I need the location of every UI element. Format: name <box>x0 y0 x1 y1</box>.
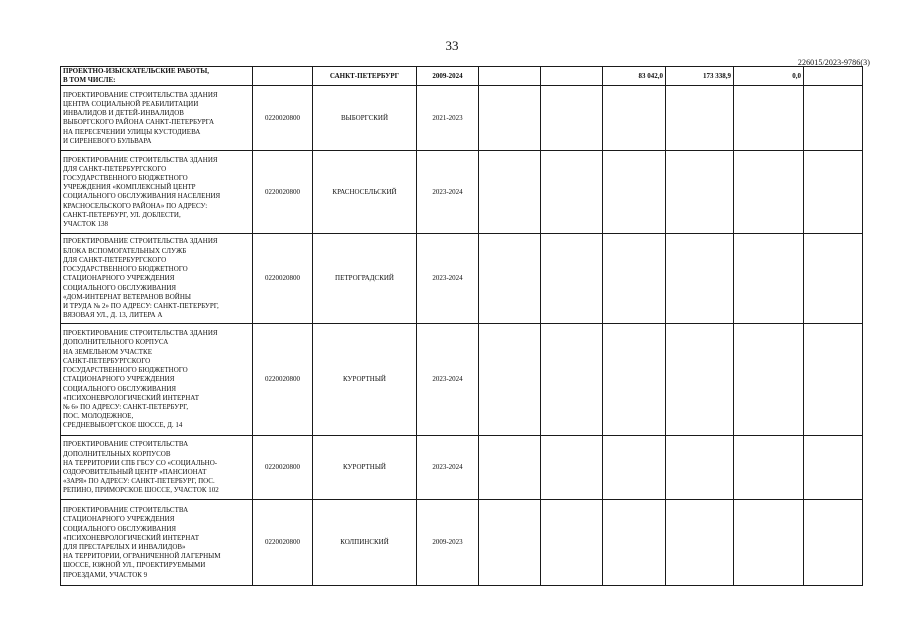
row-name-line: ШОССЕ, ЮЖНОЙ УЛ., ПРОЕКТИРУЕМЫМИ <box>63 561 206 570</box>
row-period-cell: 2023-2024 <box>417 436 479 500</box>
header-name-line: ПРОЕКТНО-ИЗЫСКАТЕЛЬСКИЕ РАБОТЫ, <box>63 67 210 75</box>
row-name-cell <box>61 436 253 500</box>
row-empty-cell <box>804 151 863 234</box>
row-name-line: «ПСИХОНЕВРОЛОГИЧЕСКИЙ ИНТЕРНАТ <box>63 533 199 542</box>
row-name-cell <box>61 324 253 436</box>
row-empty-cell <box>804 234 863 324</box>
row-code-cell: 0220020800 <box>253 436 313 500</box>
row-name-line: САНКТ-ПЕТЕРБУРГ, УЛ. ДОБЛЕСТИ, <box>63 210 181 219</box>
row-period-cell: 2009-2023 <box>417 500 479 586</box>
row-name-line: КРАСНОСЕЛЬСКОГО РАЙОНА» ПО АДРЕСУ: <box>63 201 208 210</box>
table-row <box>61 500 863 586</box>
row-name-line: СОЦИАЛЬНОГО ОБСЛУЖИВАНИЯ <box>63 524 177 533</box>
row-name-line: НА ПЕРЕСЕЧЕНИИ УЛИЦЫ КУСТОДИЕВА <box>63 127 201 136</box>
row-empty-cell <box>541 234 603 324</box>
row-district-cell: КУРОРТНЫЙ <box>313 324 417 436</box>
row-district-cell: КОЛПИНСКИЙ <box>313 500 417 586</box>
row-empty-cell <box>666 151 734 234</box>
row-code-cell: 0220020800 <box>253 500 313 586</box>
row-district-cell: ВЫБОРГСКИЙ <box>313 86 417 151</box>
row-name-line: ДЛЯ САНКТ-ПЕТЕРБУРГСКОГО <box>63 255 167 264</box>
row-name-line: ИНВАЛИДОВ И ДЕТЕЙ-ИНВАЛИДОВ <box>63 109 184 118</box>
row-empty-cell <box>734 86 804 151</box>
row-empty-cell <box>603 151 666 234</box>
header-empty-cell <box>541 67 603 86</box>
row-empty-cell <box>804 500 863 586</box>
row-name-line: СОЦИАЛЬНОГО ОБСЛУЖИВАНИЯ НАСЕЛЕНИЯ <box>63 192 221 201</box>
row-empty-cell <box>734 234 804 324</box>
row-name-line: ПРОЕКТИРОВАНИЕ СТРОИТЕЛЬСТВА ЗДАНИЯ <box>63 90 218 99</box>
row-name-line: УЧАСТОК 138 <box>63 220 109 229</box>
row-empty-cell <box>734 324 804 436</box>
row-empty-cell <box>734 151 804 234</box>
row-empty-cell <box>804 324 863 436</box>
row-empty-cell <box>804 436 863 500</box>
header-empty-cell <box>479 67 541 86</box>
row-name-line: ВЫБОРГСКОГО РАЙОНА САНКТ-ПЕТЕРБУРГА <box>63 118 215 127</box>
row-empty-cell <box>666 324 734 436</box>
header-empty-cell <box>804 67 863 86</box>
row-district-cell: ПЕТРОГРАДСКИЙ <box>313 234 417 324</box>
row-name-line: СОЦИАЛЬНОГО ОБСЛУЖИВАНИЯ <box>63 283 177 292</box>
row-empty-cell <box>804 86 863 151</box>
row-empty-cell <box>479 234 541 324</box>
row-name-line: НА ТЕРРИТОРИИ, ОГРАНИЧЕННОЙ ЛАГЕРНЫМ <box>63 552 221 561</box>
row-name-line: И СИРЕНЕВОГО БУЛЬВАРА <box>63 136 152 145</box>
row-name-line: ГОСУДАРСТВЕННОГО БЮДЖЕТНОГО <box>63 265 188 274</box>
row-name-cell <box>61 234 253 324</box>
row-name-line: ПРОЕКТИРОВАНИЕ СТРОИТЕЛЬСТВА <box>63 440 189 449</box>
row-name-line: ПОС. МОЛОДЕЖНОЕ, <box>63 412 134 421</box>
table-row <box>61 324 863 436</box>
row-empty-cell <box>603 436 666 500</box>
row-district-cell: КРАСНОСЕЛЬСКИЙ <box>313 151 417 234</box>
header-name-cell <box>61 67 253 86</box>
row-period-cell: 2023-2024 <box>417 324 479 436</box>
row-name-line: БЛОКА ВСПОМОГАТЕЛЬНЫХ СЛУЖБ <box>63 246 187 255</box>
page-number: 33 <box>445 38 459 53</box>
row-name-line: СОЦИАЛЬНОГО ОБСЛУЖИВАНИЯ <box>63 384 177 393</box>
row-period-cell: 2023-2024 <box>417 234 479 324</box>
row-name-line: ПРОЕКТИРОВАНИЕ СТРОИТЕЛЬСТВА ЗДАНИЯ <box>63 329 218 338</box>
table-row <box>61 86 863 151</box>
row-empty-cell <box>541 500 603 586</box>
row-name-line: НА ТЕРРИТОРИИ СПБ ГБСУ СО «СОЦИАЛЬНО- <box>63 458 218 467</box>
row-empty-cell <box>603 324 666 436</box>
row-code-cell: 0220020800 <box>253 151 313 234</box>
table-row <box>61 151 863 234</box>
header-period-cell: 2009-2024 <box>417 67 479 86</box>
row-empty-cell <box>541 151 603 234</box>
header-value-2: 173 338,9 <box>666 67 734 86</box>
row-name-cell <box>61 86 253 151</box>
row-empty-cell <box>734 500 804 586</box>
row-name-line: УЧРЕЖДЕНИЯ «КОМПЛЕКСНЫЙ ЦЕНТР <box>63 183 196 192</box>
row-name-line: ПРОЕКТИРОВАНИЕ СТРОИТЕЛЬСТВА <box>63 506 189 515</box>
row-name-line: И ТРУДА № 2» ПО АДРЕСУ: САНКТ-ПЕТЕРБУРГ, <box>63 301 219 310</box>
row-name-line: «ПСИХОНЕВРОЛОГИЧЕСКИЙ ИНТЕРНАТ <box>63 393 199 402</box>
row-name-line: СТАЦИОНАРНОГО УЧРЕЖДЕНИЯ <box>63 274 175 283</box>
row-name-line: ПРОЕКТИРОВАНИЕ СТРОИТЕЛЬСТВА ЗДАНИЯ <box>63 155 218 164</box>
row-empty-cell <box>603 234 666 324</box>
header-value-1: 83 042,0 <box>603 67 666 86</box>
table-row <box>61 436 863 500</box>
row-name-line: САНКТ-ПЕТЕРБУРГСКОГО <box>63 356 151 365</box>
row-code-cell: 0220020800 <box>253 234 313 324</box>
row-name-line: ЦЕНТРА СОЦИАЛЬНОЙ РЕАБИЛИТАЦИИ <box>63 100 199 108</box>
row-name-line: «ЗАРЯ» ПО АДРЕСУ: САНКТ-ПЕТЕРБУРГ, ПОС. <box>63 477 215 486</box>
row-name-line: ВЯЗОВАЯ УЛ., Д. 13, ЛИТЕРА А <box>63 311 163 320</box>
header-value-3: 0,0 <box>734 67 804 86</box>
document-code: 226015/2023-9786(3) <box>797 58 870 67</box>
row-name-line: ДЛЯ САНКТ-ПЕТЕРБУРГСКОГО <box>63 164 167 173</box>
row-district-cell: КУРОРТНЫЙ <box>313 436 417 500</box>
row-name-line: СРЕДНЕВЫБОРГСКОЕ ШОССЕ, Д. 14 <box>63 421 183 430</box>
row-name-line: НА ЗЕМЕЛЬНОМ УЧАСТКЕ <box>63 347 153 356</box>
row-empty-cell <box>479 436 541 500</box>
row-period-cell: 2021-2023 <box>417 86 479 151</box>
budget-table <box>60 66 863 586</box>
row-empty-cell <box>541 436 603 500</box>
row-name-line: СТАЦИОНАРНОГО УЧРЕЖДЕНИЯ <box>63 515 175 524</box>
row-code-cell: 0220020800 <box>253 324 313 436</box>
row-empty-cell <box>541 86 603 151</box>
row-name-line: СТАЦИОНАРНОГО УЧРЕЖДЕНИЯ <box>63 375 175 384</box>
row-name-line: ГОСУДАРСТВЕННОГО БЮДЖЕТНОГО <box>63 366 188 375</box>
row-name-line: № 6» ПО АДРЕСУ: САНКТ-ПЕТЕРБУРГ, <box>63 402 189 411</box>
row-name-line: ПРОЕЗДАМИ, УЧАСТОК 9 <box>63 570 148 579</box>
row-name-line: РЕПИНО, ПРИМОРСКОЕ ШОССЕ, УЧАСТОК 102 <box>63 486 219 495</box>
header-code-cell <box>253 67 313 86</box>
row-name-line: ДОПОЛНИТЕЛЬНЫХ КОРПУСОВ <box>63 449 171 458</box>
row-empty-cell <box>541 324 603 436</box>
row-empty-cell <box>666 234 734 324</box>
row-name-line: ДЛЯ ПРЕСТАРЕЛЫХ И ИНВАЛИДОВ» <box>63 542 186 551</box>
row-empty-cell <box>603 86 666 151</box>
row-name-cell <box>61 500 253 586</box>
row-name-line: ПРОЕКТИРОВАНИЕ СТРОИТЕЛЬСТВА ЗДАНИЯ <box>63 237 218 246</box>
row-period-cell: 2023-2024 <box>417 151 479 234</box>
row-name-line: ОЗДОРОВИТЕЛЬНЫЙ ЦЕНТР «ПАНСИОНАТ <box>63 467 207 476</box>
row-empty-cell <box>734 436 804 500</box>
row-code-cell: 0220020800 <box>253 86 313 151</box>
row-name-line: «ДОМ-ИНТЕРНАТ ВЕТЕРАНОВ ВОЙНЫ <box>63 292 191 301</box>
row-name-line: ГОСУДАРСТВЕННОГО БЮДЖЕТНОГО <box>63 174 188 182</box>
table-header-row <box>61 67 863 86</box>
row-name-line: ДОПОЛНИТЕЛЬНОГО КОРПУСА <box>63 338 169 347</box>
header-district-cell: САНКТ-ПЕТЕРБУРГ <box>313 67 417 86</box>
row-empty-cell <box>479 151 541 234</box>
row-name-cell <box>61 151 253 234</box>
row-empty-cell <box>603 500 666 586</box>
row-empty-cell <box>666 436 734 500</box>
row-empty-cell <box>666 86 734 151</box>
row-empty-cell <box>479 500 541 586</box>
row-empty-cell <box>479 324 541 436</box>
row-empty-cell <box>666 500 734 586</box>
header-name-line: В ТОМ ЧИСЛЕ: <box>63 76 116 85</box>
table-row <box>61 234 863 324</box>
row-empty-cell <box>479 86 541 151</box>
